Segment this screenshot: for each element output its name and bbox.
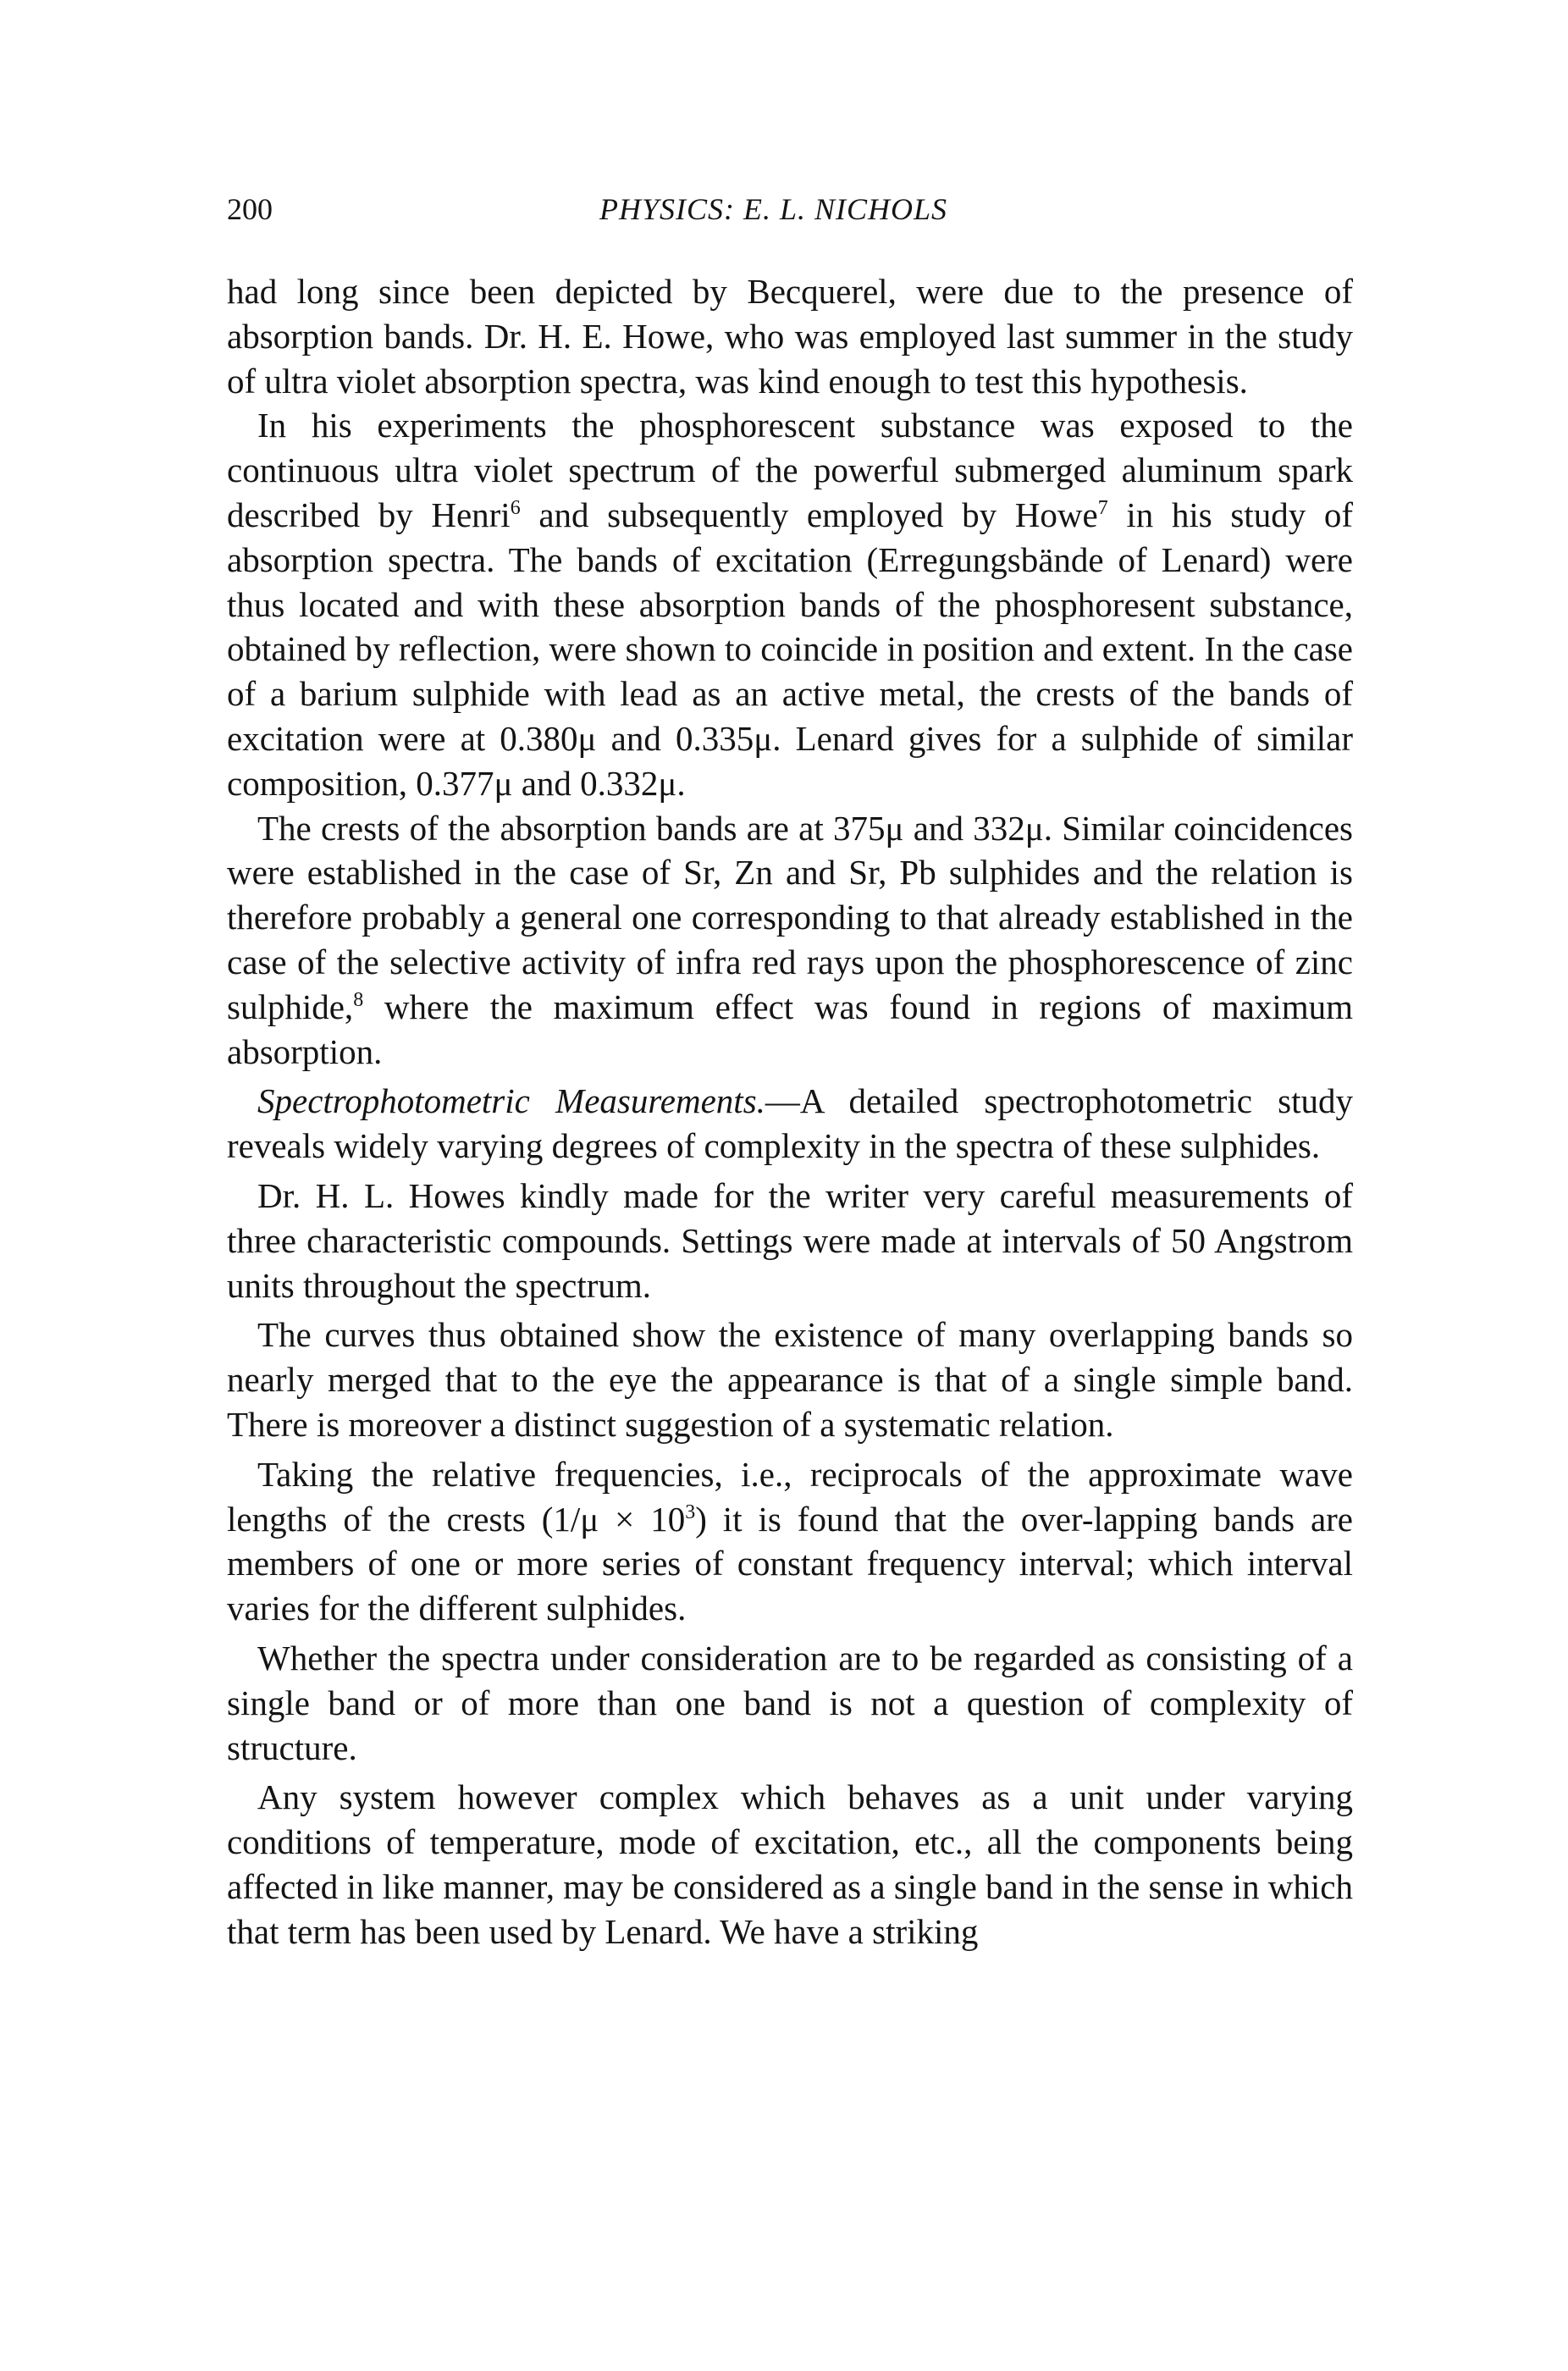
running-head xyxy=(227,188,1353,230)
paragraph-2: In his experiments the phosphorescent substance was exposed to the continuous ultra violet spectrum of the powerful submerged aluminum spark described by Henri$^6$ and subsequently employed by Howe$^7$ in his study of absorption spectra. The bands of excitation (Erregungsbände of Lenard) were thus located and with these absorption bands of the phosphoresent substance, obtained by reflection, were shown to coincide in position and extent. In the case of a barium sulphide with lead as an active metal, the crests of the bands of excitation were at 0.380μ and 0.335μ. Lenard gives for a sulphide of similar composition, 0.377μ and 0.332μ. xyxy=(227,406,1353,803)
paragraph-4: Spectrophotometric Measurements.—A detailed spectrophotometric study reveals widely varying degrees of complexity in the spectra of these sulphides. xyxy=(227,1081,1353,1166)
paragraph-5: Dr. H. L. Howes kindly made for the writer very careful measurements of three characteristic compounds. Settings were made at intervals of 50 Angstrom units throughout the spectrum. xyxy=(227,1175,1353,1305)
paragraph-8: Whether the spectra under consideration are to be regarded as consisting of a single band or of more than one band is not a question of complexity of structure. xyxy=(227,1638,1353,1767)
section-heading: Spectrophotometric Measurements. xyxy=(257,1081,765,1121)
paragraph-6: The curves thus obtained show the existence of many overlapping bands so nearly merged that to the eye the appearance is that of a single simple band. There is moreover a distinct suggestion of a systematic relation. xyxy=(227,1315,1353,1444)
paragraph-1: had long since been depicted by Becquerel, were due to the presence of absorption bands. Dr. H. E. Howe, who was employed last summer in the study of ultra violet absorption spectra, was kind enough to test this hypothesis. xyxy=(227,272,1353,401)
superscript: 3 xyxy=(685,1501,696,1523)
paragraph-3: The crests of the absorption bands are at 375μ and 332μ. Similar coincidences were established in the case of Sr, Zn and Sr, Pb sulphides and the relation is therefore probably a general one corresponding to that already established in the case of the selective activity of infra red rays upon the phosphorescence of zinc sulphide,$^8$ where the maximum effect was found in regions of maximum absorption. xyxy=(227,808,1353,1071)
footnote-marker: 7 xyxy=(1097,496,1108,519)
paragraph-9: Any system however complex which behaves as a unit under varying conditions of temperature, mode of excitation, etc., all the components being affected in like manner, may be considered as a single band in the sense in which that term has been used by Lenard. We have a striking xyxy=(227,1777,1353,1951)
paragraph-7: Taking the relative frequencies, i.e., reciprocals of the approximate wave lengths of the crests $(1/\mu \times 10^3)$ it is found that the over-lapping bands are members of one or more series of constant frequency interval; which interval varies for the different sulphides. xyxy=(227,1454,1353,1628)
footnote-marker: 6 xyxy=(510,496,521,519)
page-number: 200 xyxy=(227,192,273,226)
running-title: PHYSICS: E. L. NICHOLS xyxy=(599,192,948,226)
article-body xyxy=(227,269,1353,1954)
journal-page xyxy=(227,188,1353,1954)
footnote-marker: 8 xyxy=(353,988,364,1011)
